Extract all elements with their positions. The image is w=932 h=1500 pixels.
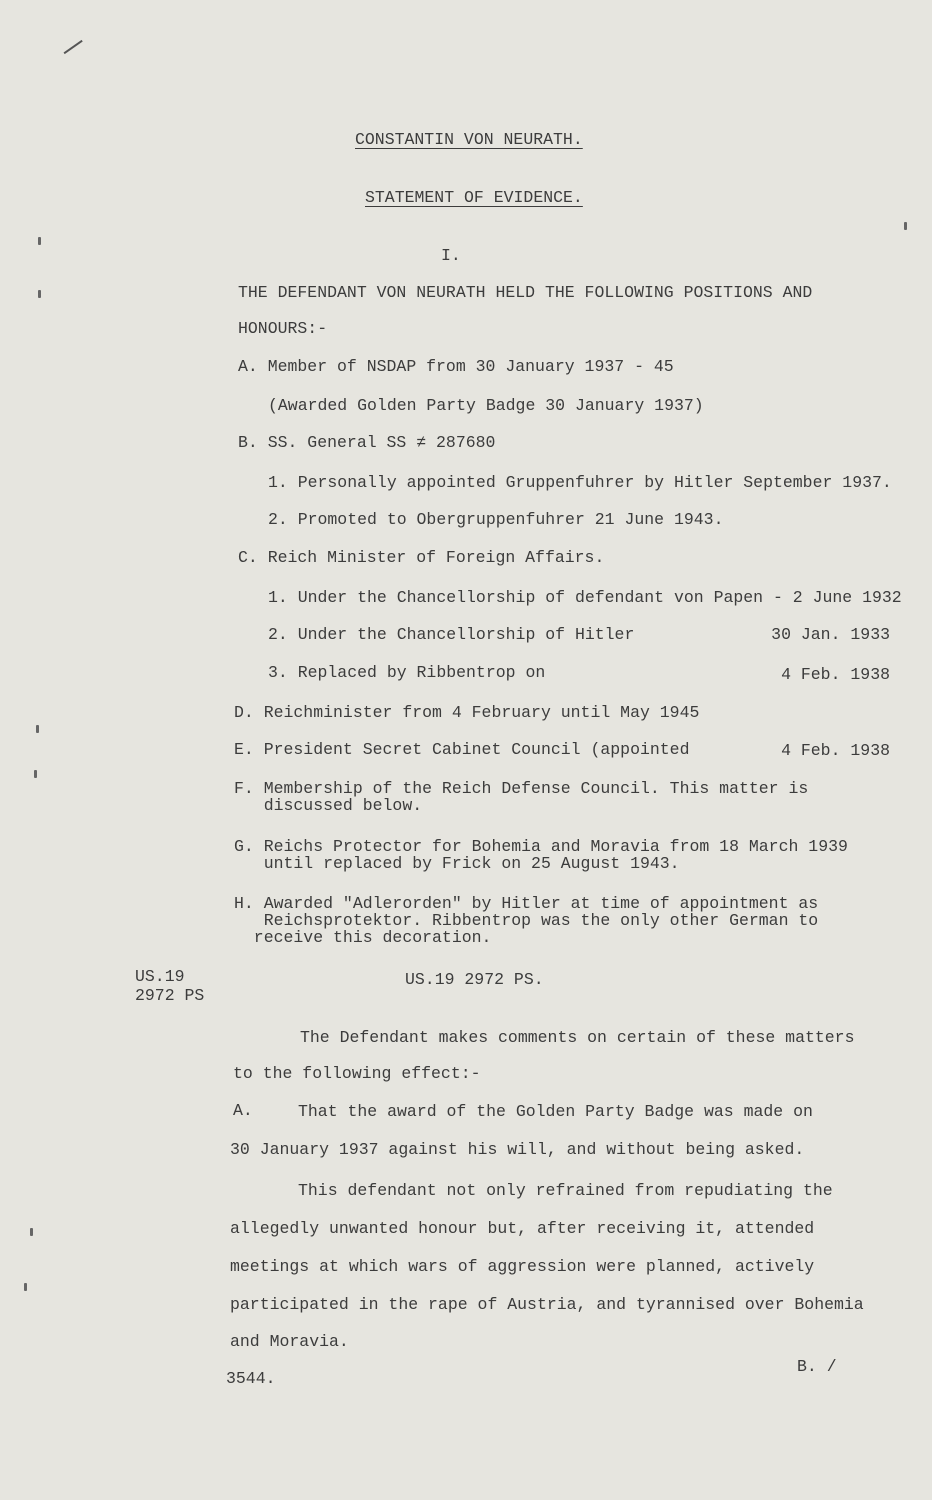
item-f: F. Membership of the Reich Defense Council. This matter is discussed below.	[234, 779, 809, 815]
margin-mark	[34, 770, 37, 778]
margin-mark	[904, 222, 907, 230]
center-reference: US.19 2972 PS.	[405, 970, 544, 989]
item-c-2: 2. Under the Chancellorship of Hitler	[268, 625, 635, 644]
item-h: H. Awarded "Adlerorden" by Hitler at time of appointment as Reichsprotektor. Ribbentrop was the only other German to receive this decoration.	[234, 894, 819, 947]
item-c-3-date: 4 Feb. 1938	[781, 665, 890, 684]
continuation-marker: B. /	[797, 1357, 837, 1376]
margin-reference-line-1: US.19	[135, 967, 185, 986]
item-c: C. Reich Minister of Foreign Affairs.	[238, 548, 605, 567]
comment-a-label: A.	[233, 1101, 253, 1120]
margin-reference-line-2: 2972 PS	[135, 986, 205, 1005]
intro-line-1: THE DEFENDANT VON NEURATH HELD THE FOLLOWING POSITIONS AND	[238, 283, 813, 302]
rebuttal-line-4: participated in the rape of Austria, and tyrannised over Bohemia	[230, 1295, 864, 1314]
item-c-3: 3. Replaced by Ribbentrop on	[268, 663, 546, 682]
item-b-2: 2. Promoted to Obergruppenfuhrer 21 June 1943.	[268, 510, 724, 529]
page-number: 3544.	[226, 1369, 276, 1388]
rebuttal-line-5: and Moravia.	[230, 1332, 349, 1351]
document-subtitle: STATEMENT OF EVIDENCE.	[365, 188, 583, 207]
rebuttal-line-3: meetings at which wars of aggression were planned, actively	[230, 1257, 815, 1276]
rebuttal-line-1: This defendant not only refrained from repudiating the	[298, 1181, 833, 1200]
margin-mark	[24, 1283, 27, 1291]
item-d: D. Reichminister from 4 February until May 1945	[234, 703, 700, 722]
margin-mark	[38, 237, 41, 245]
intro-line-2: HONOURS:-	[238, 319, 328, 338]
item-c-2-date: 30 Jan. 1933	[771, 625, 890, 644]
comment-a-line-2: 30 January 1937 against his will, and without being asked.	[230, 1140, 805, 1159]
section-number: I.	[441, 246, 461, 265]
item-b-1: 1. Personally appointed Gruppenfuhrer by Hitler September 1937.	[268, 473, 892, 492]
comments-line-1: The Defendant makes comments on certain of these matters	[300, 1028, 855, 1047]
item-c-1: 1. Under the Chancellorship of defendant von Papen - 2 June 1932	[268, 588, 902, 607]
comment-a-line-1: That the award of the Golden Party Badge was made on	[298, 1102, 813, 1121]
margin-mark	[30, 1228, 33, 1236]
pencil-mark	[64, 40, 83, 54]
item-a-note: (Awarded Golden Party Badge 30 January 1937)	[268, 396, 704, 415]
comments-line-2: to the following effect:-	[233, 1064, 481, 1083]
rebuttal-line-2: allegedly unwanted honour but, after receiving it, attended	[230, 1219, 815, 1238]
margin-mark	[38, 290, 41, 298]
item-e: E. President Secret Cabinet Council (appointed	[234, 740, 690, 759]
item-g: G. Reichs Protector for Bohemia and Moravia from 18 March 1939 until replaced by Frick on 25 August 1943.	[234, 837, 848, 873]
item-e-date: 4 Feb. 1938	[781, 741, 890, 760]
item-a: A. Member of NSDAP from 30 January 1937 - 45	[238, 357, 674, 376]
document-title: CONSTANTIN VON NEURATH.	[355, 130, 583, 149]
item-b: B. SS. General SS ≠ 287680	[238, 433, 496, 452]
margin-mark	[36, 725, 39, 733]
